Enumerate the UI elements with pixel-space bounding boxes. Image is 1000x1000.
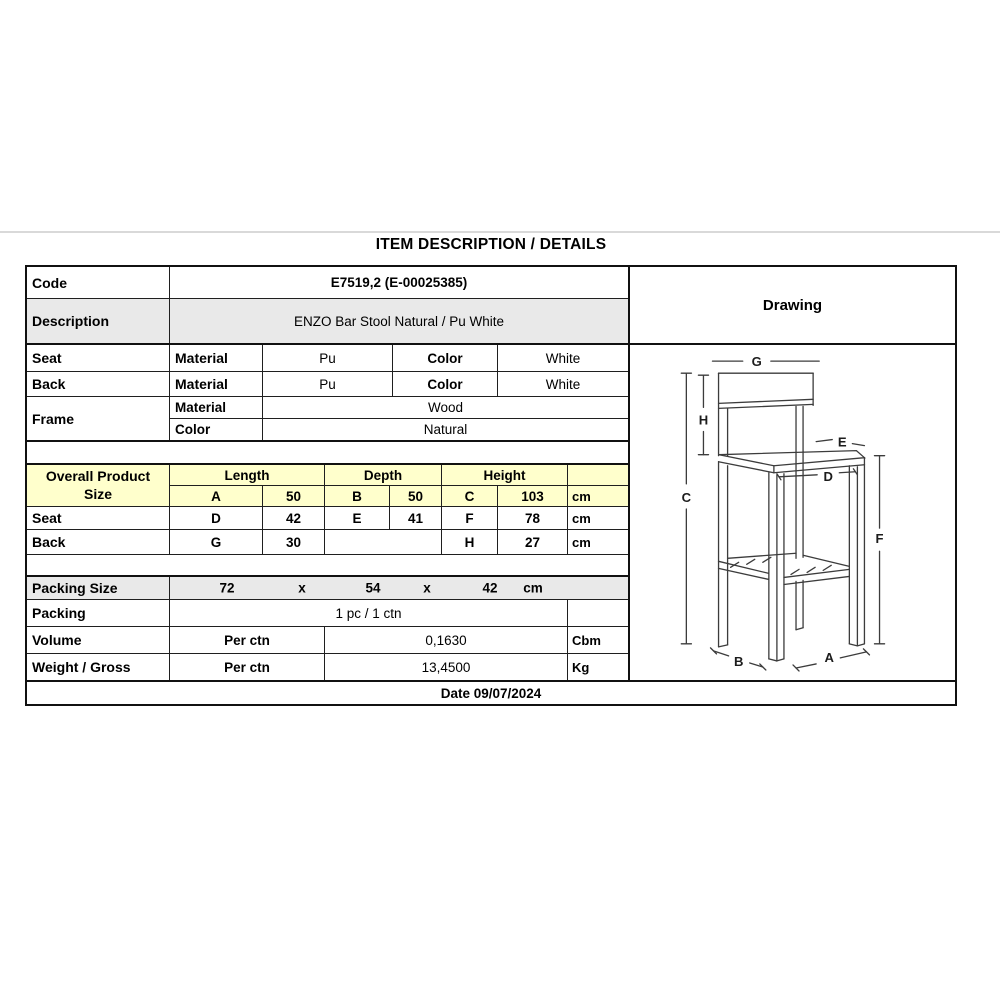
back-size-label: Back bbox=[27, 530, 170, 554]
size-header-row bbox=[170, 465, 628, 486]
overall-length-value: 50 bbox=[263, 486, 325, 506]
frame-material-key: Material bbox=[170, 397, 263, 418]
seat-length-value: 42 bbox=[263, 507, 325, 529]
packing-value: 1 pc / 1 ctn bbox=[170, 600, 568, 626]
page-title: ITEM DESCRIPTION / DETAILS bbox=[375, 236, 607, 253]
seat-color-value: White bbox=[545, 350, 581, 366]
back-color-value: White bbox=[545, 376, 581, 392]
seat-material-key: Material bbox=[170, 345, 263, 371]
back-height-key: H bbox=[442, 530, 498, 554]
packing-label: Packing bbox=[27, 600, 170, 626]
height-header: Height bbox=[442, 465, 568, 485]
frame-material-value: Wood bbox=[427, 400, 464, 415]
seat-label: Seat bbox=[27, 345, 170, 371]
frame-material-row bbox=[170, 397, 628, 419]
length-header: Length bbox=[170, 465, 325, 485]
volume-value: 0,1630 bbox=[325, 627, 568, 653]
depth-header: Depth bbox=[325, 465, 442, 485]
dim-label-g: G bbox=[751, 354, 762, 370]
weight-unit: Kg bbox=[572, 659, 590, 675]
size-header-columns bbox=[170, 465, 628, 506]
packing-dim2: 54 bbox=[365, 580, 381, 596]
weight-per: Per ctn bbox=[170, 654, 325, 680]
back-size-row bbox=[27, 530, 628, 555]
size-header-block bbox=[27, 465, 628, 507]
packing-size-row bbox=[27, 577, 628, 600]
back-unit: cm bbox=[572, 534, 591, 550]
description-value: ENZO Bar Stool Natural / Pu White bbox=[293, 313, 505, 329]
weight-row bbox=[27, 654, 628, 680]
dim-f-lines bbox=[875, 456, 885, 644]
dim-label-h: H bbox=[698, 412, 709, 428]
overall-size-label-line1: Overall Product bbox=[45, 468, 151, 484]
volume-unit: Cbm bbox=[572, 632, 601, 648]
packing-size-unit: cm bbox=[523, 580, 543, 596]
description-row bbox=[27, 299, 628, 345]
packing-row bbox=[27, 600, 628, 627]
code-value: E7519,2 (E-00025385) bbox=[330, 275, 468, 290]
back-label: Back bbox=[27, 372, 170, 396]
back-height-value: 27 bbox=[498, 530, 568, 554]
overall-depth-value: 50 bbox=[390, 486, 442, 506]
packing-unit-empty bbox=[568, 600, 628, 626]
overall-size-label-line2: Size bbox=[83, 485, 112, 502]
overall-size-row bbox=[170, 486, 628, 506]
back-length-value: 30 bbox=[263, 530, 325, 554]
stool-drawing bbox=[630, 345, 955, 680]
dim-label-e: E bbox=[837, 434, 847, 450]
seat-unit: cm bbox=[572, 510, 591, 526]
sheet-body bbox=[27, 267, 955, 680]
overall-depth-key: B bbox=[325, 486, 390, 506]
seat-height-key: F bbox=[442, 507, 498, 529]
frame-color-value: Natural bbox=[423, 422, 468, 437]
back-material-key: Material bbox=[170, 372, 263, 396]
seat-color-key: Color bbox=[393, 345, 498, 371]
size-unit-header bbox=[568, 465, 628, 485]
seat-depth-key: E bbox=[325, 507, 390, 529]
volume-per: Per ctn bbox=[170, 627, 325, 653]
page-top-divider bbox=[0, 231, 1000, 233]
dim-d-lines bbox=[777, 469, 857, 480]
back-color-key: Color bbox=[393, 372, 498, 396]
code-label: Code bbox=[27, 267, 170, 298]
dim-label-d: D bbox=[823, 468, 833, 484]
volume-label: Volume bbox=[27, 627, 170, 653]
packing-size-value bbox=[170, 577, 628, 599]
description-label: Description bbox=[27, 299, 170, 343]
spacer-cell bbox=[27, 442, 628, 463]
spec-sheet bbox=[25, 265, 957, 706]
spacer-row bbox=[27, 555, 628, 577]
overall-height-key: C bbox=[442, 486, 498, 506]
dim-label-b: B bbox=[733, 653, 744, 669]
back-material-value: Pu bbox=[263, 372, 393, 396]
packing-dim1: 72 bbox=[219, 580, 235, 596]
packing-dim3: 42 bbox=[482, 580, 498, 596]
stool-seat bbox=[719, 451, 865, 473]
back-length-key: G bbox=[170, 530, 263, 554]
frame-color-key: Color bbox=[170, 419, 263, 440]
dim-label-f: F bbox=[875, 531, 884, 547]
seat-length-key: D bbox=[170, 507, 263, 529]
weight-label: Weight / Gross bbox=[27, 654, 170, 680]
stool-legs bbox=[719, 452, 865, 661]
weight-value: 13,4500 bbox=[325, 654, 568, 680]
spacer-cell bbox=[27, 555, 628, 575]
drawing-column bbox=[630, 267, 955, 680]
seat-size-row bbox=[27, 507, 628, 530]
frame-row bbox=[27, 397, 628, 442]
overall-unit: cm bbox=[568, 486, 628, 506]
date-row: Date 09/07/2024 bbox=[27, 680, 955, 704]
dim-label-a: A bbox=[824, 649, 834, 665]
overall-length-key: A bbox=[170, 486, 263, 506]
code-row bbox=[27, 267, 628, 299]
spacer-row bbox=[27, 442, 628, 465]
packing-size-label: Packing Size bbox=[27, 577, 170, 599]
dim-c-lines bbox=[681, 373, 691, 644]
seat-material-value: Pu bbox=[263, 345, 393, 371]
overall-height-value: 103 bbox=[498, 486, 568, 506]
volume-row bbox=[27, 627, 628, 654]
frame-color-row bbox=[170, 419, 628, 440]
back-material-row bbox=[27, 372, 628, 397]
drawing-area bbox=[630, 345, 955, 680]
seat-depth-value: 41 bbox=[390, 507, 442, 529]
packing-sep2: x bbox=[423, 580, 431, 596]
seat-material-row bbox=[27, 345, 628, 372]
seat-height-value: 78 bbox=[498, 507, 568, 529]
dim-label-c: C bbox=[681, 489, 692, 505]
back-depth-empty bbox=[325, 530, 442, 554]
drawing-header: Drawing bbox=[630, 267, 955, 345]
spec-table bbox=[27, 267, 630, 680]
frame-subrows bbox=[170, 397, 628, 440]
stool-backrest bbox=[719, 373, 814, 456]
frame-label: Frame bbox=[27, 397, 170, 440]
seat-size-label: Seat bbox=[27, 507, 170, 529]
packing-sep1: x bbox=[298, 580, 306, 596]
overall-size-label bbox=[27, 465, 170, 506]
